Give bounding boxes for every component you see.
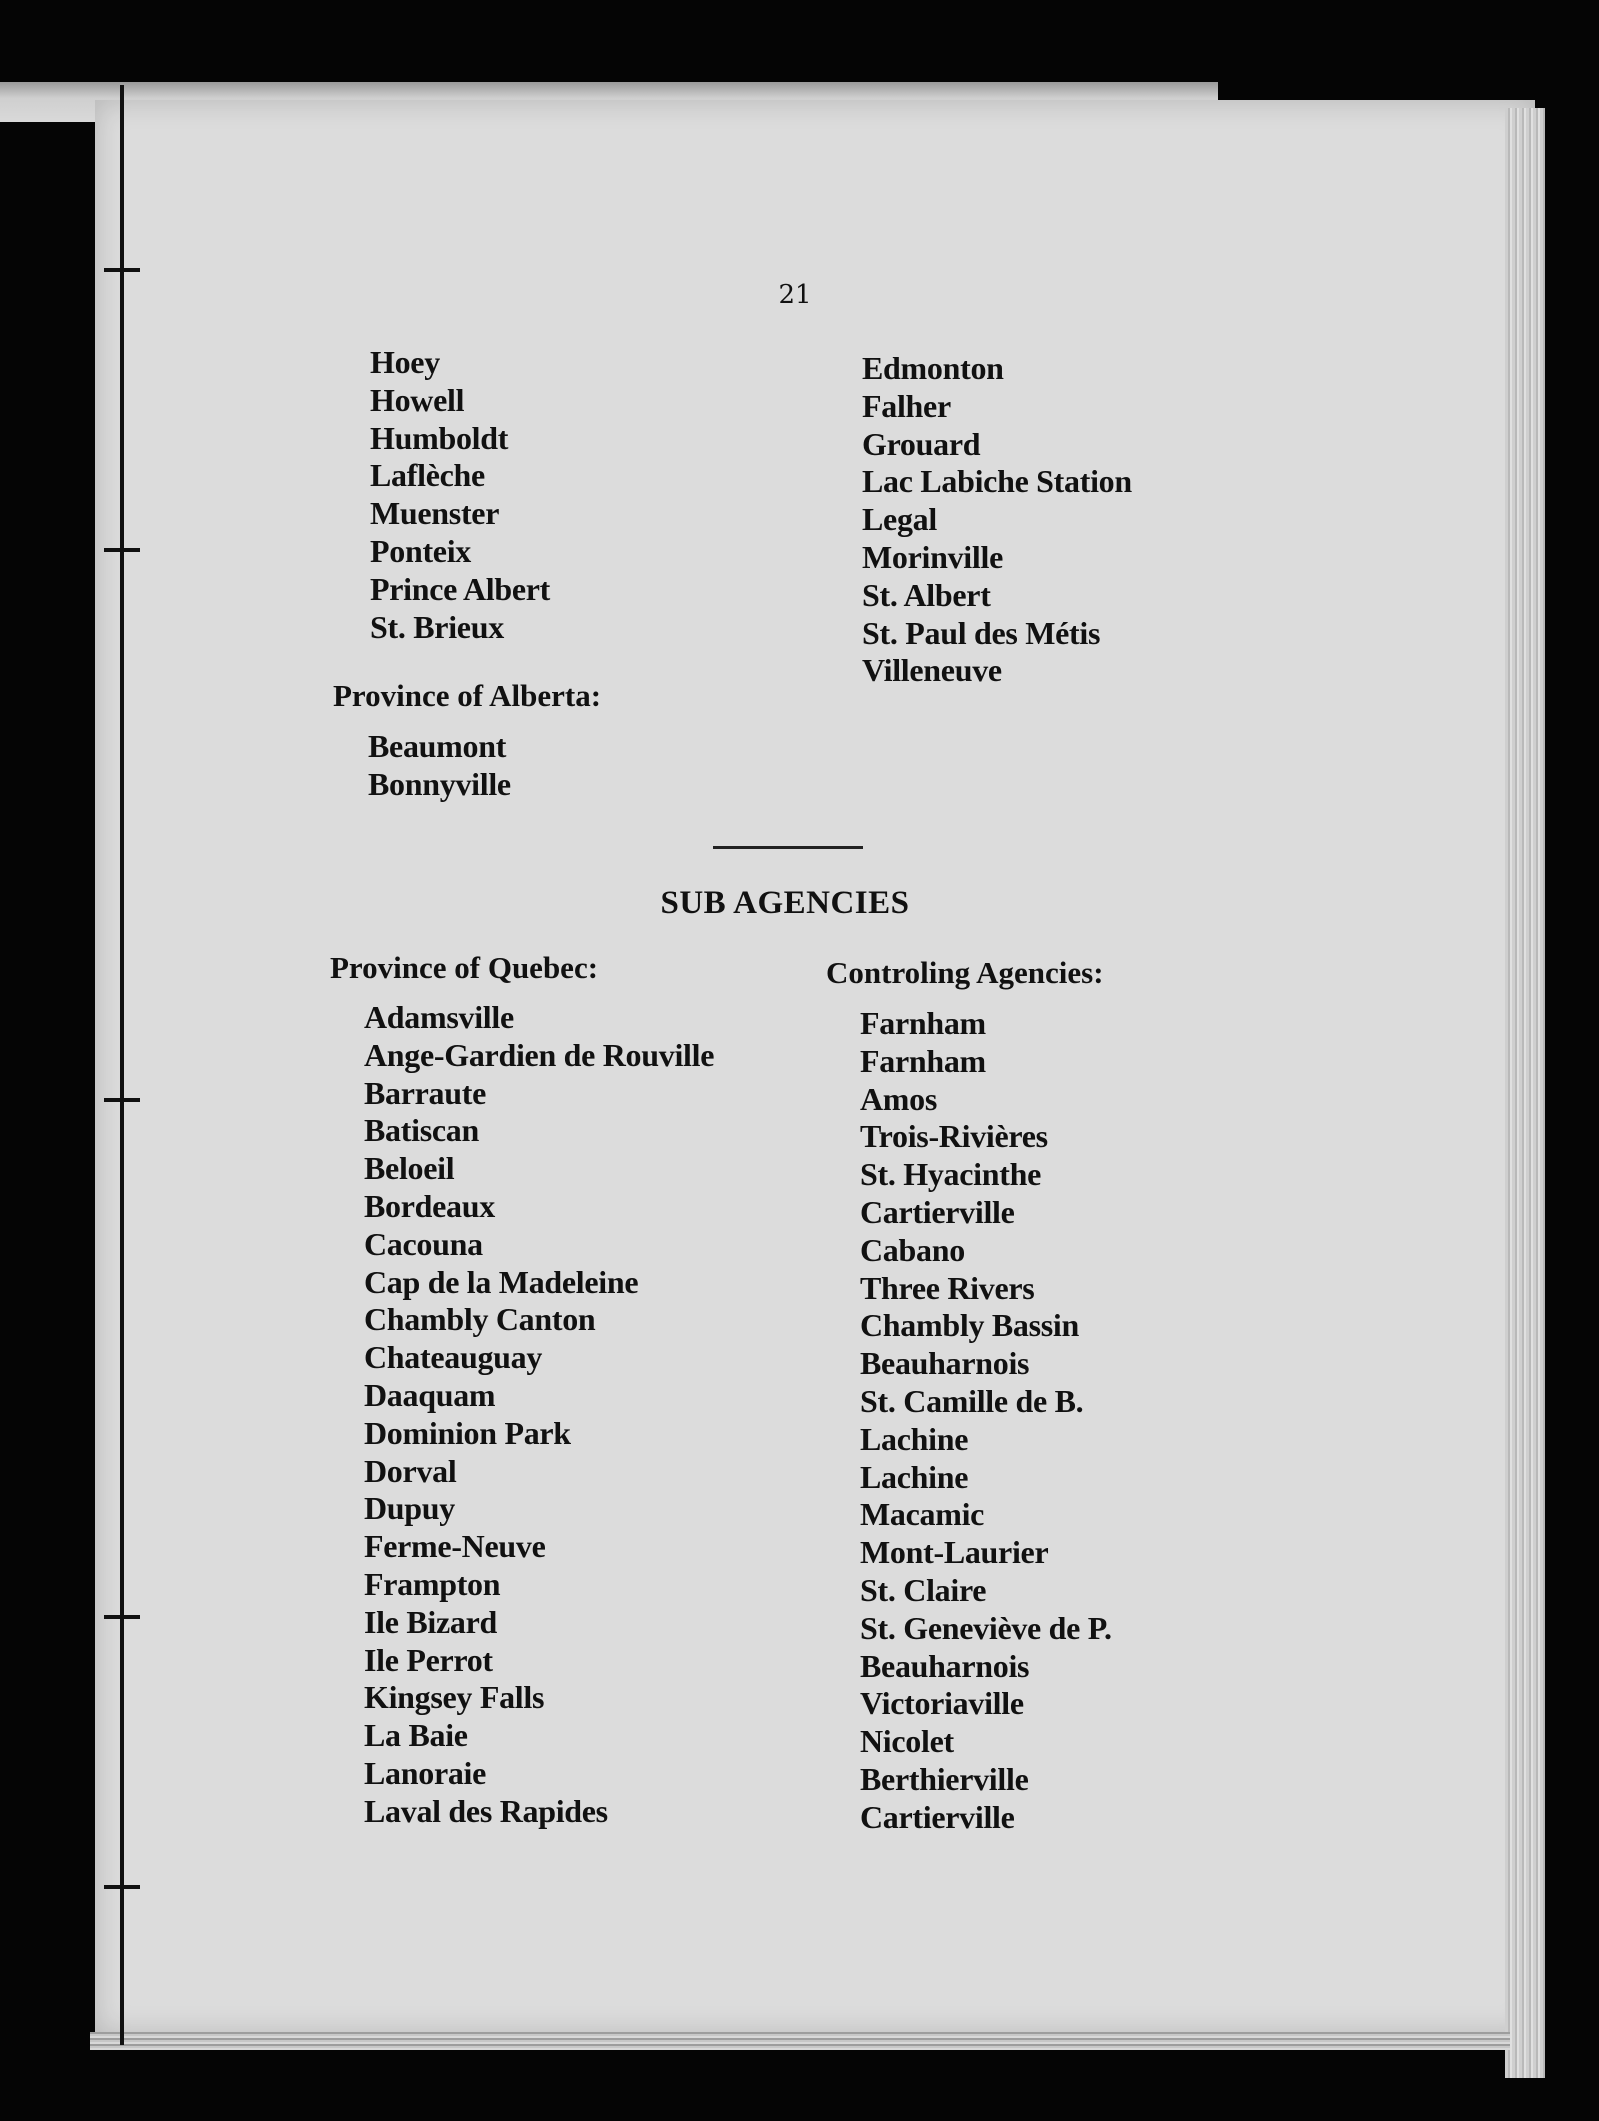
list-item: Lanoraie xyxy=(364,1754,487,1791)
list-item: Muenster xyxy=(370,495,500,532)
list-item: St. Camille de B. xyxy=(860,1382,1084,1419)
list-item: Farnham xyxy=(860,1042,986,1079)
list-item: St. Brieux xyxy=(370,608,504,645)
list-item: Beauharnois xyxy=(860,1647,1030,1684)
list-item: Laval des Rapides xyxy=(364,1792,608,1829)
list-item: St. Albert xyxy=(862,576,991,613)
list-item: Ange-Gardien de Rouville xyxy=(364,1036,715,1073)
quebec-places-list xyxy=(364,999,714,1831)
list-item: Farnham xyxy=(860,1005,986,1041)
list-item: Legal xyxy=(862,501,937,538)
list-item: Beaumont xyxy=(368,728,507,764)
list-item: Lachine xyxy=(860,1420,969,1457)
list-item: Villeneuve xyxy=(862,652,1002,689)
list-item: Victoriaville xyxy=(860,1685,1024,1722)
list-item: Chambly Bassin xyxy=(860,1307,1079,1344)
page-number: 21 xyxy=(778,280,812,310)
list-item: Hoey xyxy=(370,344,440,380)
list-item: Ferme-Neuve xyxy=(364,1528,546,1565)
section-divider xyxy=(713,846,863,849)
list-item: Edmonton xyxy=(862,350,1004,386)
list-item: Cacouna xyxy=(364,1225,483,1262)
alberta-list-right xyxy=(862,350,1132,690)
list-item: Grouard xyxy=(862,425,981,462)
list-item: La Baie xyxy=(364,1717,468,1754)
list-item: Dupuy xyxy=(364,1490,456,1527)
list-item: Laflèche xyxy=(370,457,485,494)
list-item: Adamsville xyxy=(364,999,514,1035)
list-item: Chambly Canton xyxy=(364,1301,596,1338)
list-item: St. Paul des Métis xyxy=(862,614,1101,651)
list-item: Bordeaux xyxy=(364,1187,495,1224)
list-item: Prince Albert xyxy=(370,570,551,607)
list-item: Lachine xyxy=(860,1458,969,1495)
list-item: Ponteix xyxy=(370,532,471,569)
list-item: Amos xyxy=(860,1080,938,1117)
controlling-agencies-heading: Controling Agencies: xyxy=(826,955,1104,990)
list-item: St. Claire xyxy=(860,1571,987,1608)
list-item: Ile Bizard xyxy=(364,1603,497,1640)
alberta-list-left xyxy=(368,728,511,804)
list-item: Three Rivers xyxy=(860,1269,1035,1306)
list-item: Beauharnois xyxy=(860,1345,1030,1382)
list-item: Cabano xyxy=(860,1231,965,1268)
list-item: Dorval xyxy=(364,1452,457,1489)
list-item: Dominion Park xyxy=(364,1414,571,1451)
list-item: Batiscan xyxy=(364,1112,479,1149)
list-item: Kingsey Falls xyxy=(364,1679,545,1716)
list-item: Trois-Rivières xyxy=(860,1118,1048,1155)
list-item: Nicolet xyxy=(860,1723,954,1760)
list-item: Macamic xyxy=(860,1496,985,1533)
list-item: Morinville xyxy=(862,538,1003,575)
controlling-agencies-list xyxy=(860,1005,1112,1837)
list-item: Berthierville xyxy=(860,1760,1029,1797)
list-item: Lac Labiche Station xyxy=(862,463,1132,500)
list-item: Cartierville xyxy=(860,1193,1015,1230)
list-item: Barraute xyxy=(364,1074,487,1111)
quebec-heading: Province of Quebec: xyxy=(330,950,599,985)
list-item: Mont-Laurier xyxy=(860,1534,1049,1571)
list-item: Bonnyville xyxy=(368,765,511,802)
list-item: Falher xyxy=(862,387,951,424)
list-item: St. Geneviève de P. xyxy=(860,1609,1112,1646)
list-item: Chateauguay xyxy=(364,1339,543,1376)
list-item: St. Hyacinthe xyxy=(860,1156,1041,1193)
saskatchewan-list xyxy=(370,344,550,646)
list-item: Beloeil xyxy=(364,1150,455,1187)
list-item: Cap de la Madeleine xyxy=(364,1263,639,1300)
alberta-heading: Province of Alberta: xyxy=(333,678,602,713)
list-item: Howell xyxy=(370,381,465,418)
list-item: Humboldt xyxy=(370,419,509,456)
list-item: Cartierville xyxy=(860,1798,1015,1835)
list-item: Frampton xyxy=(364,1565,501,1602)
sub-agencies-title: SUB AGENCIES xyxy=(660,885,910,921)
list-item: Ile Perrot xyxy=(364,1641,493,1678)
list-item: Daaquam xyxy=(364,1376,496,1413)
